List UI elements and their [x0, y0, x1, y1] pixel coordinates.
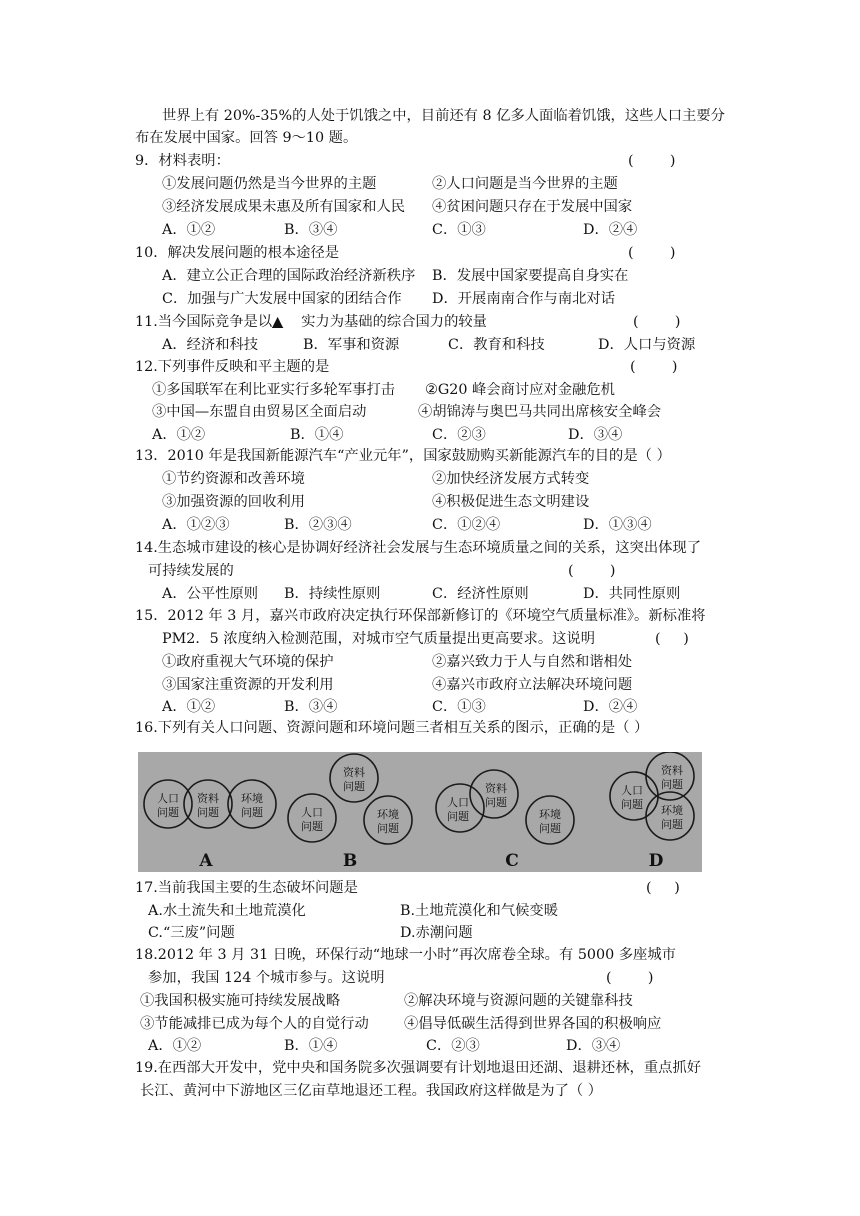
intro-line-2: 布在发展中国家。回答 9～10 题。 [135, 130, 358, 146]
q12-statement-2: ②G20 峰会商讨应对金融危机 [425, 382, 615, 398]
q10-stem: 10．解决发展问题的根本途径是 [135, 245, 340, 261]
q11-blank-marker: ▲ [272, 314, 284, 330]
q12-answer-bracket: ( ) [630, 359, 678, 375]
venn-diagram-svg [138, 752, 702, 872]
q18-statement-3: ③节能减排已成为每个人的自觉行动 [140, 1016, 369, 1032]
q10-option-d: D．开展南南合作与南北对话 [432, 291, 616, 307]
q18-option-c: C．②③ [426, 1038, 480, 1054]
q11-option-c: C．教育和科技 [448, 337, 545, 353]
fig-d-env-text-2: 问题 [661, 818, 683, 831]
q15-option-c: C．①③ [432, 699, 486, 715]
intro-line-1: 世界上有 20%-35%的人处于饥饿之中，目前还有 8 亿多人面临着饥饿，这些人口主要分 [162, 108, 725, 124]
q9-answer-bracket: ( ) [628, 153, 676, 169]
q15-statement-2: ②嘉兴致力于人与自然和谐相处 [432, 654, 633, 670]
q14-option-c: C．经济性原则 [432, 586, 529, 602]
q15-option-b: B．③④ [284, 699, 338, 715]
q14-option-a: A．公平性原则 [162, 586, 259, 602]
q17-stem: 17.当前我国主要的生态破坏问题是 [135, 880, 358, 896]
q15-stem-line-2: PM2．5 浓度纳入检测范围，对城市空气质量提出更高要求。这说明 [162, 631, 596, 647]
q12-statement-4: ④胡锦涛与奥巴马共同出席核安全峰会 [418, 404, 662, 420]
q13-statement-4: ④积极促进生态文明建设 [432, 494, 590, 510]
fig-label-a: A [199, 851, 213, 871]
q19-stem-line-1: 19.在西部大开发中，党中央和国务院多次强调要有计划地退田还湖、退耕还林，重点抓好 [135, 1060, 702, 1076]
q9-statement-2: ②人口问题是当今世界的主题 [432, 176, 618, 192]
q9-statement-4: ④贫困问题只存在于发展中国家 [432, 199, 633, 215]
fig-d-res-text-1: 资料 [661, 764, 683, 777]
q11-stem-suffix: 实力为基础的综合国力的较量 [301, 314, 487, 330]
q15-option-a: A．①② [162, 699, 216, 715]
q10-option-b: B．发展中国家要提高自身实在 [432, 268, 629, 284]
q18-option-a: A．①② [148, 1038, 202, 1054]
q19-stem-line-2: 长江、黄河中下游地区三亿亩草地退还工程。我国政府这样做是为了（ ） [140, 1083, 603, 1099]
q14-answer-bracket: ( ) [568, 563, 616, 579]
q17-option-a: A.水土流失和土地荒漠化 [148, 903, 306, 919]
venn-diagram-figure [138, 752, 702, 872]
q15-statement-3: ③国家注重资源的开发利用 [162, 677, 334, 693]
q10-option-a: A．建立公正合理的国际政治经济新秩序 [162, 268, 416, 284]
q18-statement-4: ④倡导低碳生活得到世界各国的积极响应 [404, 1016, 662, 1032]
q17-answer-bracket: ( ) [646, 880, 680, 896]
fig-d-env-text-1: 环境 [661, 804, 683, 817]
q12-option-b: B．①④ [290, 427, 344, 443]
q18-statement-2: ②解决环境与资源问题的关键靠科技 [404, 993, 633, 1009]
fig-label-c: C [505, 851, 519, 871]
q17-option-b: B.土地荒漠化和气候变暖 [400, 903, 559, 919]
fig-b-env-text-1: 环境 [377, 808, 399, 821]
fig-c-env-text-2: 问题 [539, 822, 561, 835]
q15-stem-line-1: 15．2012 年 3 月，嘉兴市政府决定执行环保部新修订的《环境空气质量标准》。新标准将 [135, 608, 706, 624]
fig-a-res-text-2: 问题 [197, 806, 219, 819]
fig-a-res-text-1: 资料 [197, 792, 219, 805]
q9-option-d: D．②④ [583, 222, 638, 238]
fig-c-env-text-1: 环境 [539, 808, 561, 821]
fig-c-res-text-2: 问题 [485, 796, 507, 809]
q15-option-d: D．②④ [583, 699, 638, 715]
q10-option-c: C．加强与广大发展中国家的团结合作 [162, 291, 402, 307]
q9-option-a: A．①② [162, 222, 216, 238]
q17-option-d: D.赤潮问题 [400, 925, 473, 941]
fig-b-pop-text-1: 人口 [301, 806, 323, 819]
fig-b-pop-text-2: 问题 [301, 820, 323, 833]
q18-stem-line-1: 18.2012 年 3 月 31 日晚，环保行动“地球一小时”再次席卷全球。有 5000 多座城市 [135, 947, 676, 963]
q13-statement-1: ①节约资源和改善环境 [162, 471, 305, 487]
q18-statement-1: ①我国积极实施可持续发展战略 [140, 993, 341, 1009]
q14-option-d: D．共同性原则 [583, 586, 681, 602]
q18-option-d: D．③④ [566, 1038, 621, 1054]
q14-stem-line-1: 14.生态城市建设的核心是协调好经济社会发展与生态环境质量之间的关系，这突出体现了 [135, 540, 702, 556]
q12-option-d: D．③④ [568, 427, 623, 443]
q15-answer-bracket: ( ) [655, 631, 689, 647]
fig-d-pop-text-2: 问题 [621, 798, 643, 811]
fig-c-pop-text-2: 问题 [447, 810, 469, 823]
q13-option-d: D．①③④ [583, 517, 652, 533]
q15-statement-4: ④嘉兴市政府立法解决环境问题 [432, 677, 633, 693]
q11-option-d: D．人口与资源 [598, 337, 696, 353]
q13-option-a: A．①②③ [162, 517, 230, 533]
q9-option-b: B．③④ [284, 222, 338, 238]
q12-option-a: A．①② [152, 427, 206, 443]
fig-a-pop-text-1: 人口 [157, 792, 179, 805]
q12-option-c: C．②③ [432, 427, 486, 443]
fig-d-res-text-2: 问题 [661, 778, 683, 791]
q14-stem-line-2: 可持续发展的 [148, 563, 234, 579]
fig-b-res-text-1: 资料 [343, 766, 365, 779]
q10-answer-bracket: ( ) [628, 245, 676, 261]
fig-a-env-text-1: 环境 [241, 792, 263, 805]
fig-b-env-text-2: 问题 [377, 822, 399, 835]
q11-stem-prefix: 11.当今国际竞争是以 [135, 314, 273, 330]
fig-d-pop-text-1: 人口 [621, 784, 643, 797]
q18-option-b: B．①④ [284, 1038, 338, 1054]
q9-option-c: C．①③ [432, 222, 486, 238]
q9-stem: 9．材料表明： [135, 153, 230, 169]
fig-label-b: B [342, 851, 358, 871]
fig-b-res-text-2: 问题 [343, 780, 365, 793]
fig-a-env-text-2: 问题 [241, 806, 263, 819]
q13-option-b: B．②③④ [284, 517, 352, 533]
q13-option-c: C．①②④ [432, 517, 501, 533]
q18-answer-bracket: ( ) [606, 970, 654, 986]
q16-stem: 16.下列有关人口问题、资源问题和环境问题三者相互关系的图示，正确的是（ ） [135, 720, 649, 736]
q12-statement-1: ①多国联军在利比亚实行多轮军事打击 [152, 382, 396, 398]
q13-stem: 13．2010 年是我国新能源汽车“产业元年”，国家鼓励购买新能源汽车的目的是（ ） [135, 448, 671, 464]
q13-statement-2: ②加快经济发展方式转变 [432, 471, 590, 487]
q17-option-c: C.“三废”问题 [148, 925, 235, 941]
q18-stem-line-2: 参加，我国 124 个城市参与。这说明 [148, 970, 385, 986]
q11-option-b: B．军事和资源 [303, 337, 400, 353]
fig-c-res-text-1: 资料 [485, 782, 507, 795]
fig-c-pop-text-1: 人口 [447, 796, 469, 809]
q13-statement-3: ③加强资源的回收利用 [162, 494, 305, 510]
q15-statement-1: ①政府重视大气环境的保护 [162, 654, 334, 670]
q11-stem [135, 312, 487, 332]
q9-statement-1: ①发展问题仍然是当今世界的主题 [162, 176, 377, 192]
fig-a-pop-text-2: 问题 [157, 806, 179, 819]
fig-label-d: D [648, 851, 664, 871]
q14-option-b: B．持续性原则 [284, 586, 381, 602]
q11-answer-bracket: ( ) [633, 314, 681, 330]
q9-statement-3: ③经济发展成果未惠及所有国家和人民 [162, 199, 406, 215]
q12-statement-3: ③中国—东盟自由贸易区全面启动 [152, 404, 367, 420]
q11-option-a: A．经济和科技 [162, 337, 259, 353]
q12-stem: 12.下列事件反映和平主题的是 [135, 359, 330, 375]
